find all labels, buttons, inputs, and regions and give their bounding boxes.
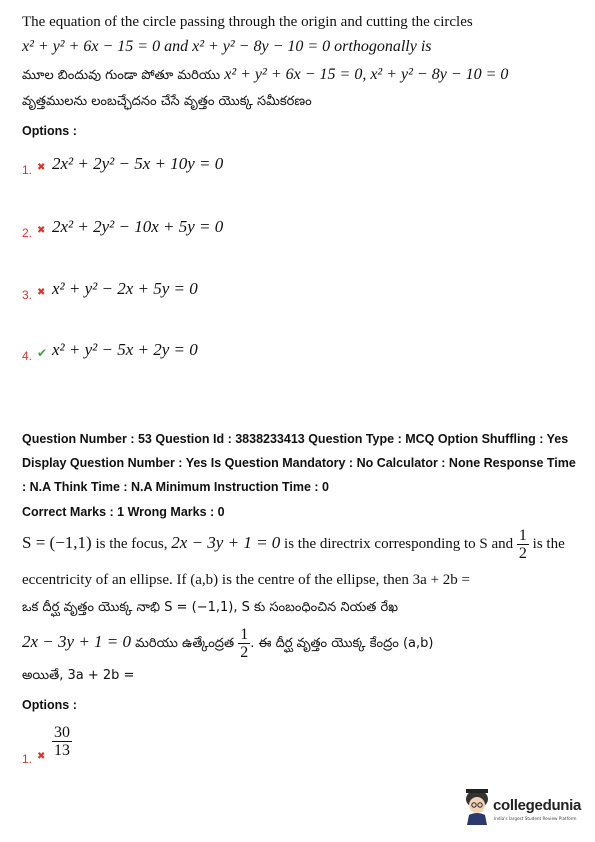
q52-line2: x² + y² + 6x − 15 = 0 and x² + y² − 8y − 10 = 0 orthogonally is bbox=[22, 38, 432, 55]
q52-telugu1-math: x² + y² + 6x − 15 = 0, x² + y² − 8y − 10 = 0 bbox=[224, 66, 509, 83]
wrong-mark-icon: ✖ bbox=[37, 287, 46, 298]
q53-t2-fraction bbox=[238, 626, 250, 661]
q53-focus: S = (−1,1) bbox=[22, 532, 92, 552]
q53-option1-text[interactable] bbox=[52, 724, 72, 759]
q53-line1 bbox=[22, 527, 565, 562]
q53-telugu1: ఒక దీర్ఘ వృత్తం యొక్క నాభి S = (−1,1), S కు సంబంధించిన నియత రేఖ bbox=[22, 600, 399, 615]
q53-text-b: is the directrix corresponding to S and bbox=[280, 535, 517, 552]
q53-text-a: is the focus, bbox=[91, 535, 172, 552]
frac-denominator: 2 bbox=[240, 644, 249, 661]
q52-option2-text[interactable]: 2x² + 2y² − 10x + 5y = 0 bbox=[52, 217, 224, 236]
wrong-mark-icon: ✖ bbox=[37, 225, 46, 236]
q52-option3-text[interactable]: x² + y² − 2x + 5y = 0 bbox=[52, 279, 198, 298]
q52-option1-number: 1. bbox=[22, 163, 33, 177]
q52-telugu2: వృత్తములను లంబచ్ఛేదనం చేసే వృత్తం యొక్క సమీకరణం bbox=[22, 94, 312, 109]
logo-brand: collegedunia bbox=[493, 797, 582, 814]
frac-denominator: 13 bbox=[54, 742, 70, 759]
q52-telugu1-text: మూల బిందువు గుండా పోతూ మరియు bbox=[22, 68, 221, 83]
q53-t2-text-c: . ఈ దీర్ఘ వృత్తం యొక్క కేంద్రం (a,b) bbox=[250, 636, 434, 651]
q53-line2: eccentricity of an ellipse. If (a,b) is the centre of the ellipse, then 3a + 2b = bbox=[22, 572, 470, 588]
logo-tagline: India's largest Student Review Platform bbox=[494, 816, 577, 821]
frac-numerator: 1 bbox=[240, 626, 249, 643]
q53-telugu3: అయితే, 3a + 2b = bbox=[22, 668, 135, 683]
question-meta-line3: : N.A Think Time : N.A Minimum Instruction Time : 0 bbox=[22, 480, 329, 494]
correct-mark-icon: ✔ bbox=[37, 346, 48, 360]
q52-option3-number: 3. bbox=[22, 288, 33, 302]
q53-option1-fraction bbox=[52, 724, 72, 759]
q53-options-label: Options : bbox=[22, 698, 77, 712]
q52-telugu1 bbox=[22, 66, 508, 86]
q52-option4-text[interactable]: x² + y² − 5x + 2y = 0 bbox=[52, 340, 198, 359]
q52-options-label: Options : bbox=[22, 124, 77, 138]
marks-info: Correct Marks : 1 Wrong Marks : 0 bbox=[22, 505, 225, 519]
q53-fraction-half bbox=[517, 527, 529, 562]
q53-option1-number: 1. bbox=[22, 752, 33, 766]
wrong-mark-icon: ✖ bbox=[37, 751, 46, 762]
q53-t2-text: మరియు ఉత్కేంద్రత bbox=[131, 636, 239, 651]
frac-numerator: 1 bbox=[518, 527, 527, 544]
q53-text-c: is the bbox=[528, 535, 565, 552]
mascot-icon bbox=[462, 787, 492, 825]
q53-t2-math: 2x − 3y + 1 = 0 bbox=[22, 632, 132, 651]
question-meta-line1: Question Number : 53 Question Id : 3838233413 Question Type : MCQ Option Shuffling : Yes bbox=[22, 432, 569, 446]
question-meta-line2: Display Question Number : Yes Is Question Mandatory : No Calculator : None Response Time bbox=[22, 456, 576, 470]
q52-option1-text[interactable]: 2x² + 2y² − 5x + 10y = 0 bbox=[52, 154, 224, 173]
q52-line1: The equation of the circle passing through the origin and cutting the circles bbox=[22, 14, 473, 30]
q52-option2-number: 2. bbox=[22, 226, 33, 240]
q53-directrix: 2x − 3y + 1 = 0 bbox=[171, 532, 281, 552]
frac-numerator: 30 bbox=[54, 724, 70, 741]
q52-option4-number: 4. bbox=[22, 349, 33, 363]
q53-telugu2 bbox=[22, 626, 433, 661]
collegedunia-logo bbox=[462, 787, 586, 831]
wrong-mark-icon: ✖ bbox=[37, 162, 46, 173]
frac-denominator: 2 bbox=[518, 545, 527, 562]
